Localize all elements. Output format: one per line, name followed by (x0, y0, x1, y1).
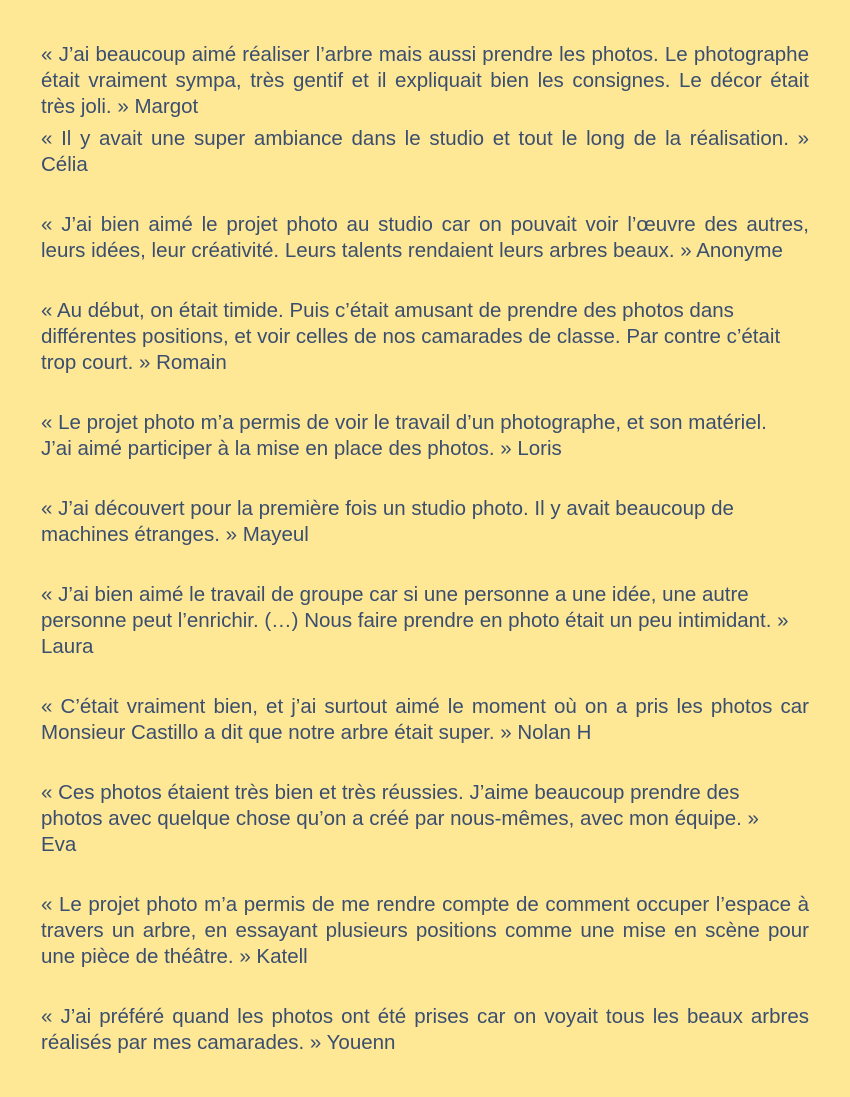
testimonial-text: « Le projet photo m’a permis de me rendre compte de comment occuper l’espace à travers un arbre, en essayant plusieurs positions comme une mise en scène pour une pièce de théâtre. » (41, 893, 809, 968)
testimonial-nolan-h (41, 694, 809, 746)
testimonial-author: Loris (517, 437, 562, 460)
testimonial-youenn (41, 1004, 809, 1056)
testimonial-text: « J’ai découvert pour la première fois un studio photo. Il y avait beaucoup de machines étranges. » (41, 497, 734, 546)
testimonial-text: « Il y avait une super ambiance dans le studio et tout le long de la réalisation. » (41, 127, 809, 150)
testimonials-page (41, 42, 809, 1056)
testimonial-romain (41, 298, 791, 376)
testimonial-celia (41, 126, 809, 178)
testimonial-anonyme (41, 212, 809, 264)
testimonial-text: « Ces photos étaient très bien et très réussies. J’aime beaucoup prendre des photos avec quelque chose qu’on a créé par nous-mêmes, avec mon équipe. » (41, 781, 759, 830)
testimonial-author: Youenn (326, 1031, 396, 1054)
testimonial-author: Margot (134, 95, 199, 118)
testimonial-laura (41, 582, 809, 660)
testimonial-eva (41, 780, 791, 858)
testimonial-loris (41, 410, 771, 462)
testimonial-author: Romain (156, 351, 227, 374)
testimonial-text: « Le projet photo m’a permis de voir le travail d’un photographe, et son matériel. J’ai aimé participer à la mise en place des photos. » (41, 411, 767, 460)
testimonial-author: Katell (256, 945, 308, 968)
testimonial-text: « Au début, on était timide. Puis c’était amusant de prendre des photos dans différentes positions, et voir celles de nos camarades de classe. Par contre c’était trop court. » (41, 299, 781, 374)
testimonial-margot (41, 42, 809, 120)
testimonial-text: « J’ai bien aimé le travail de groupe car si une personne a une idée, une autre personne peut l’enrichir. (…) Nous faire prendre en photo était un peu intimidant. » (41, 583, 789, 632)
testimonial-author: Eva (41, 833, 77, 856)
testimonial-author: Anonyme (696, 239, 783, 262)
testimonial-author: Célia (41, 153, 88, 176)
testimonial-mayeul (41, 496, 786, 548)
testimonial-author: Nolan H (517, 721, 592, 744)
testimonial-author: Mayeul (242, 523, 309, 546)
testimonial-text: « J’ai bien aimé le projet photo au studio car on pouvait voir l’œuvre des autres, leurs idées, leur créativité. Leurs talents rendaient leurs arbres beaux. » (41, 213, 809, 262)
testimonial-text: « C’était vraiment bien, et j’ai surtout aimé le moment où on a pris les photos car Monsieur Castillo a dit que notre arbre était super. » (41, 695, 809, 744)
testimonial-katell (41, 892, 809, 970)
testimonial-text: « J’ai préféré quand les photos ont été prises car on voyait tous les beaux arbres réalisés par mes camarades. » (41, 1005, 809, 1054)
testimonial-author: Laura (41, 635, 94, 658)
testimonial-text: « J’ai beaucoup aimé réaliser l’arbre mais aussi prendre les photos. Le photographe était vraiment sympa, très gentif et il expliquait bien les consignes. Le décor était très joli. » (41, 43, 809, 118)
